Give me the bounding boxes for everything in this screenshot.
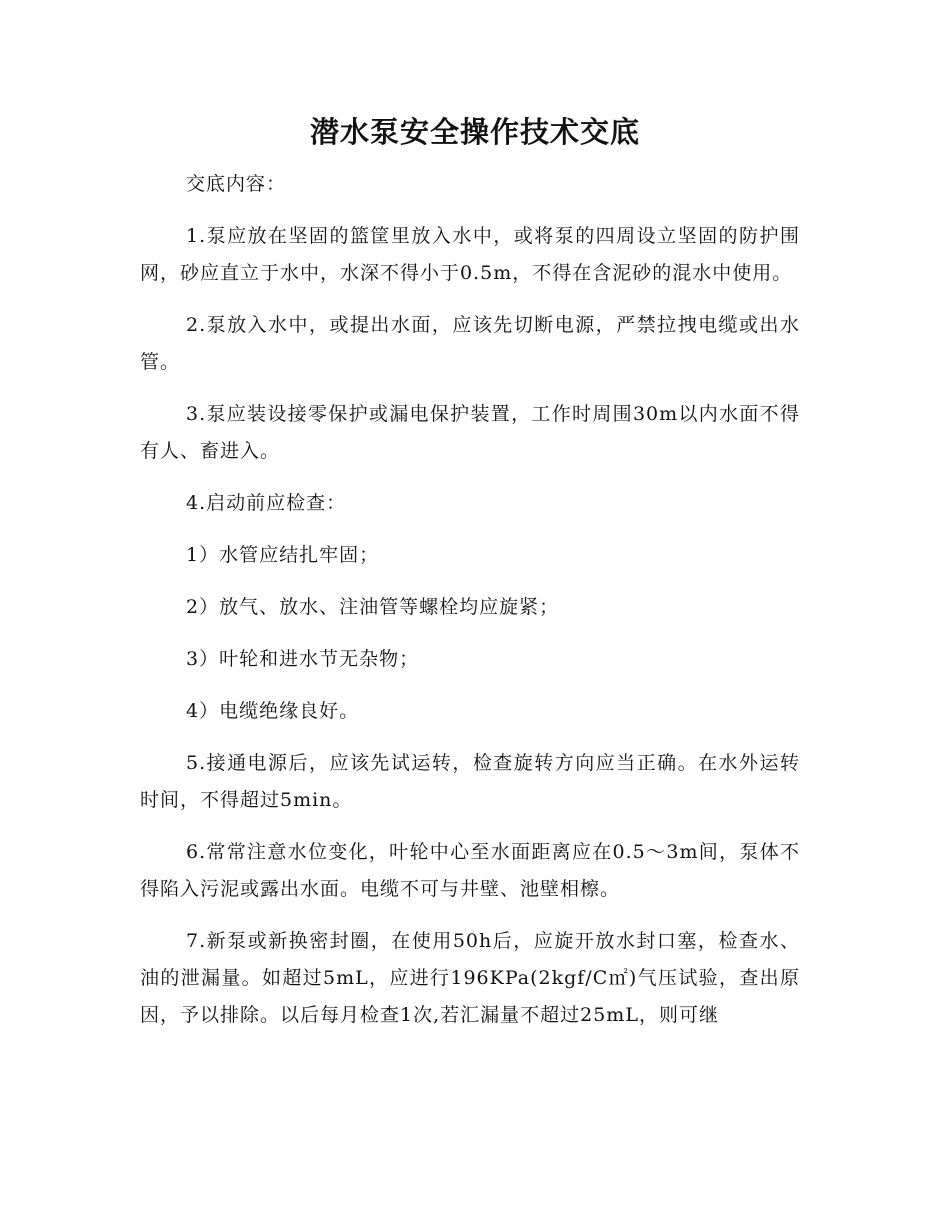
paragraph-item-2: 2.泵放入水中，或提出水面，应该先切断电源，严禁拉拽电缆或出水管。 xyxy=(140,314,800,373)
document-title: 潜水泵安全操作技术交底 xyxy=(309,115,640,149)
paragraph-intro: 交底内容： xyxy=(186,173,287,195)
paragraph-item-5: 5.接通电源后，应该先试运转，检查旋转方向应当正确。在水外运转时间，不得超过5min。 xyxy=(140,752,800,811)
paragraph-subitem-1: 1）水管应结扎牢固； xyxy=(186,544,380,566)
paragraph-item-7: 7.新泵或新换密封圈，在使用50h后，应旋开放水封口塞，检查水、油的泄漏量。如超过5mL，应进行196KPa(2kgf/C㎡)气压试验，查出原因，予以排除。以后每月检查1次,若汇漏量不超过25mL，则可继 xyxy=(140,930,800,1026)
paragraph-subitem-2: 2）放气、放水、注油管等螺栓均应旋紧； xyxy=(186,596,560,618)
paragraph-item-3: 3.泵应装设接零保护或漏电保护装置，工作时周围30m以内水面不得有人、畜进入。 xyxy=(140,403,800,462)
paragraph-item-6: 6.常常注意水位变化，叶轮中心至水面距离应在0.5～3m间，泵体不得陷入污泥或露出水面。电缆不可与井壁、池壁相檫。 xyxy=(140,841,800,900)
paragraph-subitem-3: 3）叶轮和进水节无杂物； xyxy=(186,648,420,670)
paragraph-item-4: 4.启动前应检查： xyxy=(186,492,347,514)
paragraph-item-1: 1.泵应放在坚固的篮筐里放入水中，或将泵的四周设立坚固的防护围网，砂应直立于水中，水深不得小于0.5m，不得在含泥砂的混水中使用。 xyxy=(140,225,800,284)
paragraph-subitem-4: 4）电缆绝缘良好。 xyxy=(186,700,360,722)
document-body xyxy=(140,166,800,1049)
